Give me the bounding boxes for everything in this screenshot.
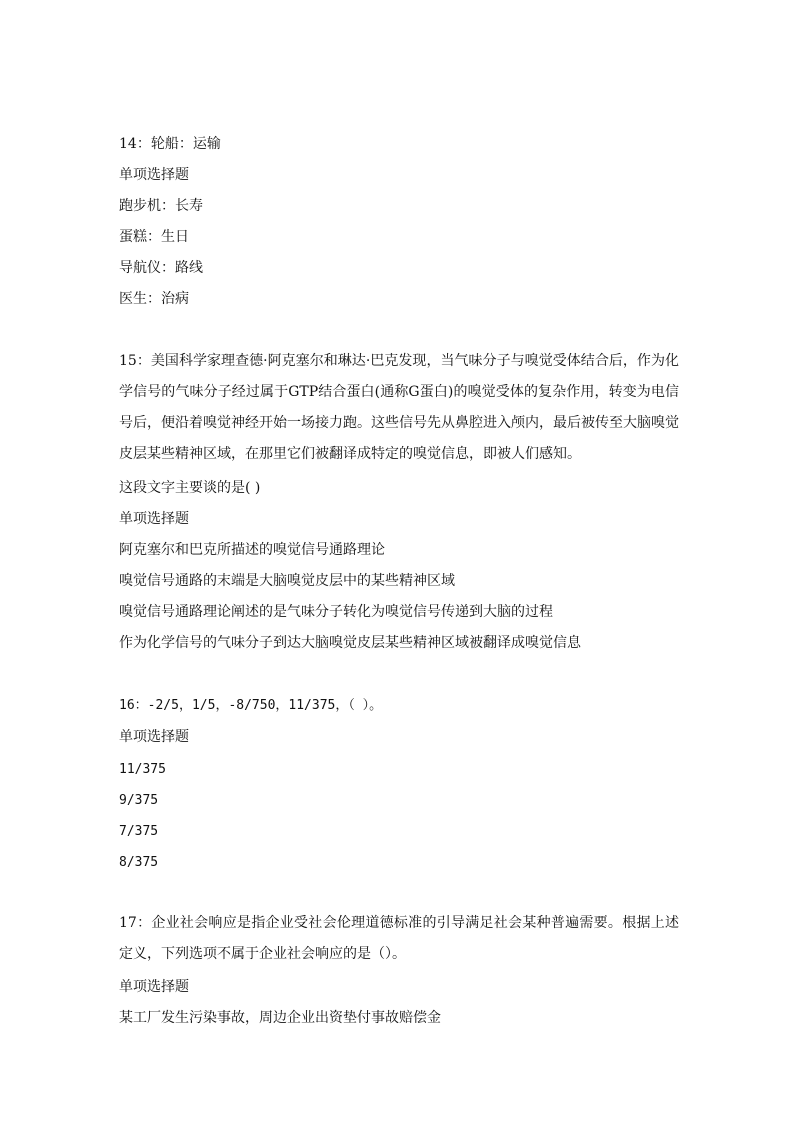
- q16-option-d: 8/375: [119, 855, 159, 870]
- q17-option-a: 某工厂发生污染事故，周边企业出资垫付事故赔偿金: [119, 1010, 441, 1026]
- q17-type: 单项选择题: [119, 979, 189, 995]
- q15-option-b: 嗅觉信号通路的末端是大脑嗅觉皮层中的某些精神区域: [119, 573, 455, 589]
- q16-stem: 16：-2/5，1/5，-8/750，11/375，（ ）。: [119, 698, 383, 713]
- q14-option-d: 医生：治病: [119, 291, 189, 307]
- q16-option-b: 9/375: [119, 793, 159, 808]
- q14-option-c: 导航仪：路线: [119, 260, 203, 276]
- q17-stem: 17：企业社会响应是指企业受社会伦理道德标准的引导满足社会某种普遍需要。根据上述定义，下列选项不属于企业社会响应的是（）。: [119, 915, 679, 962]
- q14-type: 单项选择题: [119, 167, 189, 183]
- q15-question: 这段文字主要谈的是( ): [119, 480, 261, 496]
- q15-type: 单项选择题: [119, 511, 189, 527]
- q14-stem: 14：轮船：运输: [119, 136, 221, 152]
- q14-option-b: 蛋糕：生日: [119, 229, 189, 245]
- q15-option-d: 作为化学信号的气味分子到达大脑嗅觉皮层某些精神区域被翻译成嗅觉信息: [119, 635, 581, 651]
- q16-option-a: 11/375: [119, 762, 166, 777]
- q15-option-a: 阿克塞尔和巴克所描述的嗅觉信号通路理论: [119, 542, 385, 558]
- q16-option-c: 7/375: [119, 824, 159, 839]
- q15-option-c: 嗅觉信号通路理论阐述的是气味分子转化为嗅觉信号传递到大脑的过程: [119, 604, 553, 620]
- q15-passage: 15：美国科学家理查德·阿克塞尔和琳达·巴克发现，当气味分子与嗅觉受体结合后，作为化学信号的气味分子经过属于GTP结合蛋白(通称G蛋白)的嗅觉受体的复杂作用，转变为电信号后，便沿着嗅觉神经开始一场接力跑。这些信号先从鼻腔进入颅内，最后被传至大脑嗅觉皮层某些精神区域，在那里它们被翻译成特定的嗅觉信息，即被人们感知。: [119, 353, 679, 462]
- q14-option-a: 跑步机：长寿: [119, 198, 203, 214]
- q16-type: 单项选择题: [119, 729, 189, 745]
